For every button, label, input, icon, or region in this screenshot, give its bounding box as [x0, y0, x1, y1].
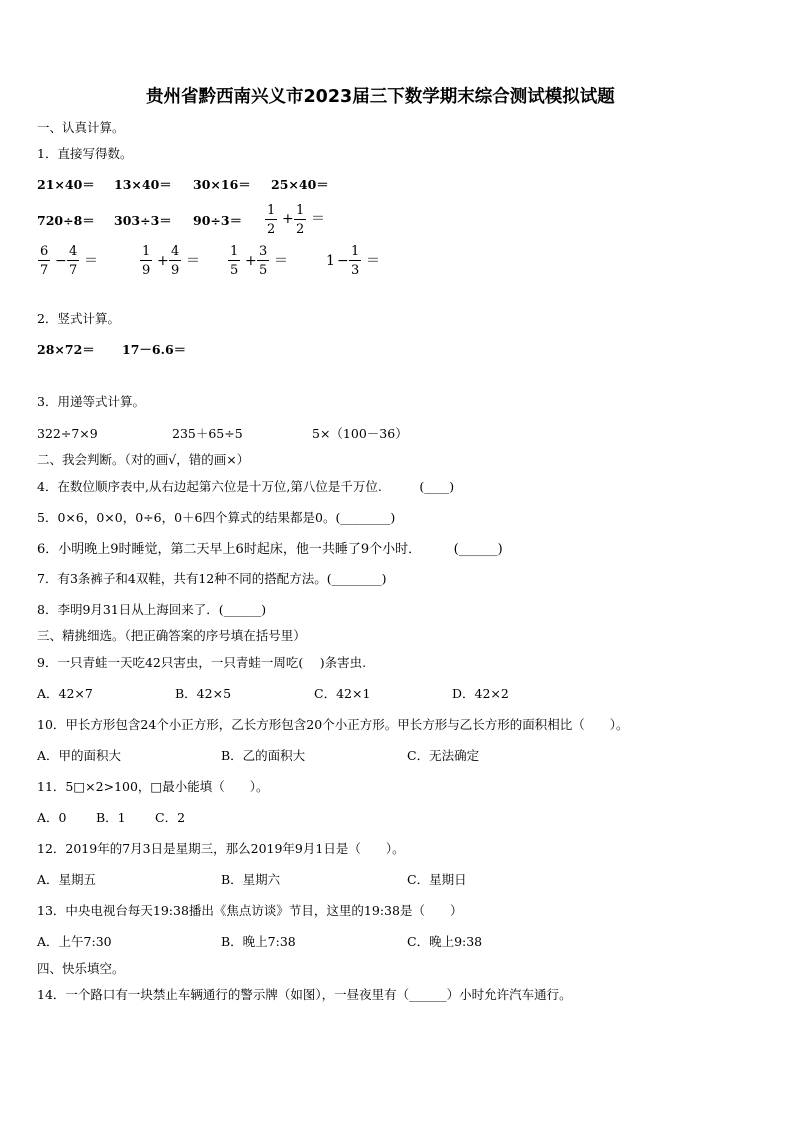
question-11: 11．5□×2>100，□最小能填（ ）。 [37, 779, 269, 794]
fraction-numerator: 4 [69, 244, 78, 259]
question-5: 5．0×6，0×0，0÷6，0＋6四个算式的结果都是0。(________) [37, 510, 396, 525]
question-7: 7．有3条裤子和4双鞋，共有12种不同的搭配方法。(________) [37, 571, 387, 586]
fraction [169, 245, 181, 277]
fraction-denominator: 9 [142, 263, 151, 278]
section-2-heading: 二、我会判断。（对的画√，错的画×） [37, 452, 250, 467]
question-13: 13．中央电视台每天19:38播出《焦点访谈》节目，这里的19:38是（ ） [37, 903, 463, 918]
fraction-denominator: 5 [259, 263, 268, 278]
section-1-heading: 一、认真计算。 [37, 120, 125, 135]
fraction-numerator: 4 [171, 244, 180, 259]
equals-sign: ＝ [186, 253, 200, 269]
equals-sign: ＝ [274, 253, 288, 269]
question-12: 12．2019年的7月3日是星期三，那么2019年9月1日是（ ）。 [37, 841, 405, 856]
calc-item: 21×40＝ [37, 177, 95, 192]
calc-item: 17－6.6＝ [122, 342, 187, 357]
fraction-numerator: 1 [142, 244, 151, 259]
question-9: 9．一只青蛙一天吃42只害虫，一只青蛙一周吃( )条害虫. [37, 655, 367, 670]
option: C．晚上9:38 [407, 934, 483, 949]
question-3-heading: 3．用递等式计算。 [37, 394, 145, 409]
option: A．上午7:30 [37, 934, 112, 949]
option: A．0 [37, 810, 67, 825]
fraction-denominator: 5 [230, 263, 239, 278]
operator: − [337, 253, 349, 269]
operator: + [282, 211, 294, 227]
option: A．甲的面积大 [37, 748, 122, 763]
calc-item: 13×40＝ [114, 177, 172, 192]
option: C．2 [155, 810, 186, 825]
question-1-heading: 1．直接写得数。 [37, 146, 133, 161]
option: C．无法确定 [407, 748, 480, 763]
question-2-heading: 2．竖式计算。 [37, 311, 120, 326]
calc-item: 90÷3＝ [193, 213, 243, 228]
option: B．星期六 [221, 872, 281, 887]
calc-item: 303÷3＝ [114, 213, 172, 228]
operator: + [157, 253, 169, 269]
option: B．晚上7:38 [221, 934, 296, 949]
fraction-numerator: 1 [351, 244, 360, 259]
fraction [140, 245, 152, 277]
question-14: 14．一个路口有一块禁止车辆通行的警示牌（如图），一昼夜里有（______）小时允许汽车通行。 [37, 987, 572, 1002]
calc-item: 30×16＝ [193, 177, 251, 192]
equals-sign: ＝ [311, 211, 325, 227]
option: B．1 [96, 810, 126, 825]
section-4-heading: 四、快乐填空。 [37, 961, 125, 976]
question-4: 4．在数位顺序表中,从右边起第六位是十万位,第八位是千万位. (____) [37, 479, 455, 494]
calc-item: 720÷8＝ [37, 213, 95, 228]
page-title: 贵州省黔西南兴义市2023届三下数学期末综合测试模拟试题 [146, 87, 615, 107]
option: B．42×5 [175, 686, 232, 701]
calc-item: 235＋65÷5 [172, 426, 243, 441]
fraction-denominator: 2 [267, 222, 276, 237]
fraction-numerator: 1 [230, 244, 239, 259]
calc-item: 25×40＝ [271, 177, 329, 192]
fraction-numerator: 1 [296, 203, 305, 218]
fraction-denominator: 7 [69, 263, 78, 278]
fraction [67, 245, 79, 277]
calc-item: 5×（100－36） [312, 426, 408, 441]
option: A．星期五 [37, 872, 97, 887]
calc-item: 28×72＝ [37, 342, 95, 357]
fraction [38, 245, 50, 277]
question-8: 8．李明9月31日从上海回来了．(______) [37, 602, 267, 617]
option: C．42×1 [314, 686, 371, 701]
fraction-numerator: 3 [259, 244, 268, 259]
fraction-denominator: 2 [296, 222, 305, 237]
question-6: 6．小明晚上9时睡觉，第二天早上6时起床，他一共睡了9个小时． (______) [37, 542, 503, 557]
option: B．乙的面积大 [221, 748, 306, 763]
fraction [257, 245, 269, 277]
fraction [294, 204, 306, 236]
fraction-denominator: 3 [351, 263, 360, 278]
question-10: 10．甲长方形包含24个小正方形，乙长方形包含20个小正方形。甲长方形与乙长方形的面积相比（ ）。 [37, 717, 629, 732]
fraction [349, 245, 361, 277]
fraction [265, 204, 277, 236]
calc-item: 322÷7×9 [37, 426, 98, 441]
equals-sign: ＝ [366, 253, 380, 269]
section-3-heading: 三、精挑细选。（把正确答案的序号填在括号里） [37, 628, 306, 643]
option: C．星期日 [407, 872, 467, 887]
option: A．42×7 [37, 686, 93, 701]
operator: + [245, 253, 257, 269]
fraction-numerator: 6 [40, 244, 49, 259]
fraction [228, 245, 240, 277]
operator: − [55, 253, 67, 269]
equals-sign: ＝ [84, 253, 98, 269]
whole-number: 1 [326, 253, 335, 269]
fraction-denominator: 9 [171, 263, 180, 278]
option: D．42×2 [452, 686, 509, 701]
fraction-denominator: 7 [40, 263, 49, 278]
fraction-numerator: 1 [267, 203, 276, 218]
